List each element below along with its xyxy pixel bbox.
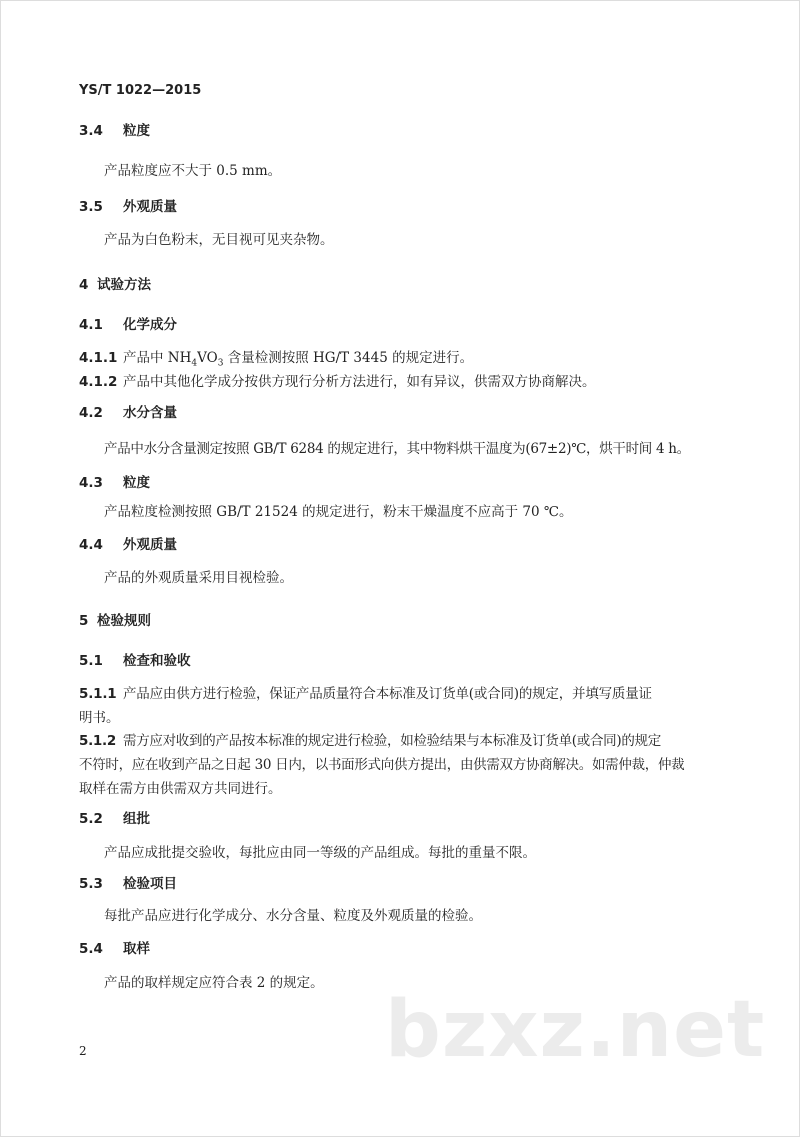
paragraph-4-4: 产品的外观质量采用目视检验。 <box>104 570 293 586</box>
watermark: bzxz.net <box>385 985 766 1075</box>
heading-5-4: 5.4 取样 <box>79 941 150 957</box>
paragraph-5-4: 产品的取样规定应符合表 2 的规定。 <box>104 975 324 991</box>
heading-4-3: 4.3 粒度 <box>79 475 150 491</box>
heading-4-1: 4.1 化学成分 <box>79 317 177 333</box>
clause-4-1-1: 4.1.1 产品中 $NH_4VO_3$ 含量检测按照 HG/T 3445 的规定进行。 <box>79 350 474 369</box>
clause-5-1-1: 5.1.1 产品应由供方进行检验，保证产品质量符合本标准及订货单(或合同)的规定，并填写质量证 <box>79 686 652 702</box>
paragraph-3-5: 产品为白色粉末，无目视可见夹杂物。 <box>104 232 334 248</box>
heading-3-4: 3.4 粒度 <box>79 123 150 139</box>
heading-5-1: 5.1 检查和验收 <box>79 653 191 669</box>
clause-5-1-1-cont: 明书。 <box>79 710 120 726</box>
heading-4-4: 4.4 外观质量 <box>79 537 177 553</box>
paragraph-4-3: 产品粒度检测按照 GB/T 21524 的规定进行，粉末干燥温度不应高于 70 ℃。 <box>104 504 573 520</box>
clause-4-1-2: 4.1.2 产品中其他化学成分按供方现行分析方法进行，如有异议，供需双方协商解决。 <box>79 374 596 390</box>
paragraph-3-4: 产品粒度应不大于 0.5 mm。 <box>104 163 282 179</box>
heading-5: 5 检验规则 <box>79 613 151 629</box>
paragraph-5-2: 产品应成批提交验收，每批应由同一等级的产品组成。每批的重量不限。 <box>104 845 536 861</box>
heading-4-2: 4.2 水分含量 <box>79 405 177 421</box>
paragraph-4-2: 产品中水分含量测定按照 GB/T 6284 的规定进行，其中物料烘干温度为(67±2)℃，烘干时间 4 h。 <box>104 441 690 457</box>
clause-5-1-2-cont2: 取样在需方由供需双方共同进行。 <box>79 781 282 797</box>
page-number: 2 <box>79 1044 87 1058</box>
heading-3-5: 3.5 外观质量 <box>79 199 177 215</box>
paragraph-5-3: 每批产品应进行化学成分、水分含量、粒度及外观质量的检验。 <box>104 908 482 924</box>
clause-5-1-2-cont1: 不符时，应在收到产品之日起 30 日内，以书面形式向供方提出，由供需双方协商解决。如需仲裁，仲裁 <box>79 757 685 773</box>
document-header: YS/T 1022—2015 <box>79 83 202 98</box>
clause-5-1-2: 5.1.2 需方应对收到的产品按本标准的规定进行检验，如检验结果与本标准及订货单(或合同)的规定 <box>79 733 661 749</box>
heading-5-2: 5.2 组批 <box>79 811 150 827</box>
heading-4: 4 试验方法 <box>79 277 151 293</box>
heading-5-3: 5.3 检验项目 <box>79 876 177 892</box>
